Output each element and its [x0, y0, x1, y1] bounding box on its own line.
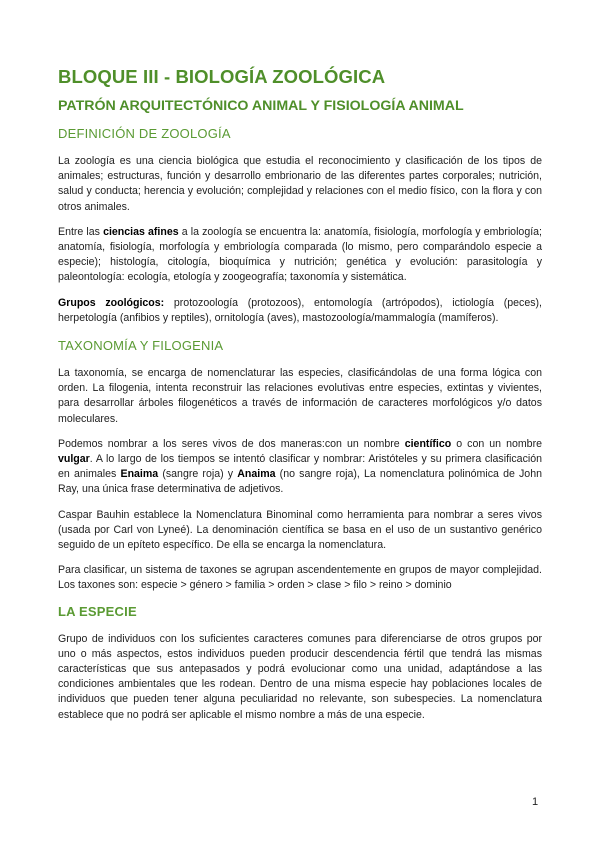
paragraph-taxonomia-1: La taxonomía, se encarga de nomenclaturar las especies, clasificándolas de una forma lógica con orden. La filogenia, intenta reconstruir las relaciones evolutivas entre especies, extintas y vivientes, para desarrollar árboles filogenéticos a través de información de caracteres morfológicos y/o datos moleculares. [58, 367, 542, 425]
paragraph-taxonomia-2: Podemos nombrar a los seres vivos de dos maneras:con un nombre científico o con un nombre vulgar. A lo largo de los tiempos se intentó clasificar y nombrar: Aristóteles y su primera clasificación en animales Enaima (sangre roja) y Anaima (no sangre roja), La nomenclatura polinómica de John Ray, una única frase determinativa de adjetivos. [58, 437, 542, 496]
paragraph-especie-1: Grupo de individuos con los suficientes caracteres comunes para diferenciarse de otros grupos por uno o más aspectos, estos individuos pueden producir descendencia fértil que tendrá las mismas características que sus antepasados y podrá evolucionar como una unidad, adaptándose a las condiciones ambientales que les rodean. Dentro de una misma especie hay poblaciones locales de individuos que pueden tener alguna peculiaridad no relevante, son subespecies. La nomenclatura establece que no podrá ser aplicable el mismo nombre a más de una especie. [58, 632, 542, 721]
section-heading-definicion: DEFINICIÓN DE ZOOLOGÍA [58, 126, 231, 141]
bold-anaima: Anaima [237, 468, 276, 481]
document-title: BLOQUE III - BIOLOGÍA ZOOLÓGICA [58, 66, 386, 87]
document-subtitle: PATRÓN ARQUITECTÓNICO ANIMAL Y FISIOLOGÍA ANIMAL [58, 98, 464, 114]
bold-ciencias-afines: ciencias afines [103, 225, 179, 238]
paragraph-taxonomia-3: Caspar Bauhin establece la Nomenclatura Binominal como herramienta para nombrar a seres vivos (usada por Carl von Lyneé). La denominación científica se basa en el uso de un sustantivo genérico seguido de un epíteto específico. De ella se encarga la nomenclatura. [58, 508, 542, 552]
section-heading-taxonomia: TAXONOMÍA Y FILOGENIA [58, 338, 224, 354]
paragraph-taxonomia-4: Para clasificar, un sistema de taxones se agrupan ascendentemente en grupos de mayor complejidad. Los taxones son: especie > género > familia > orden > clase > filo > reino > dominio [58, 564, 542, 592]
bold-grupos-zoologicos: Grupos zoológicos: [58, 296, 165, 309]
page-number: 1 [532, 796, 539, 808]
paragraph-definicion-3: Grupos zoológicos: protozoología (protozoos), entomología (artrópodos), ictiología (peces), herpetología (anfibios y reptiles), ornitología (aves), mastozoología/mammalogía (mamíferos). [58, 296, 542, 324]
bold-enaima: Enaima [120, 468, 159, 481]
section-heading-especie: LA ESPECIE [58, 603, 137, 619]
paragraph-definicion-2: Entre las ciencias afines a la zoología se encuentra la: anatomía, fisiología, morfología y embriología; anatomía, fisiología, morfología y embriología comparada (lo mismo, pero comparándolo especie a especie); histología, citología, bioquímica y nutrición; genética y evolución: parasitología y paleontología: ecología, etología y zoogeografía; taxonomía y sistemática. [58, 225, 542, 284]
bold-cientifico: científico [404, 437, 452, 450]
paragraph-definicion-1: La zoología es una ciencia biológica que estudia el reconocimiento y clasificación de los tipos de animales; estructuras, función y desarrollo embrionario de las diferentes partes corporales; nutrición, salud y conducta; herencia y evolución; complejidad y relaciones con el medio físico, con la flora y con otros animales. [58, 155, 542, 213]
bold-vulgar: vulgar [58, 453, 90, 466]
